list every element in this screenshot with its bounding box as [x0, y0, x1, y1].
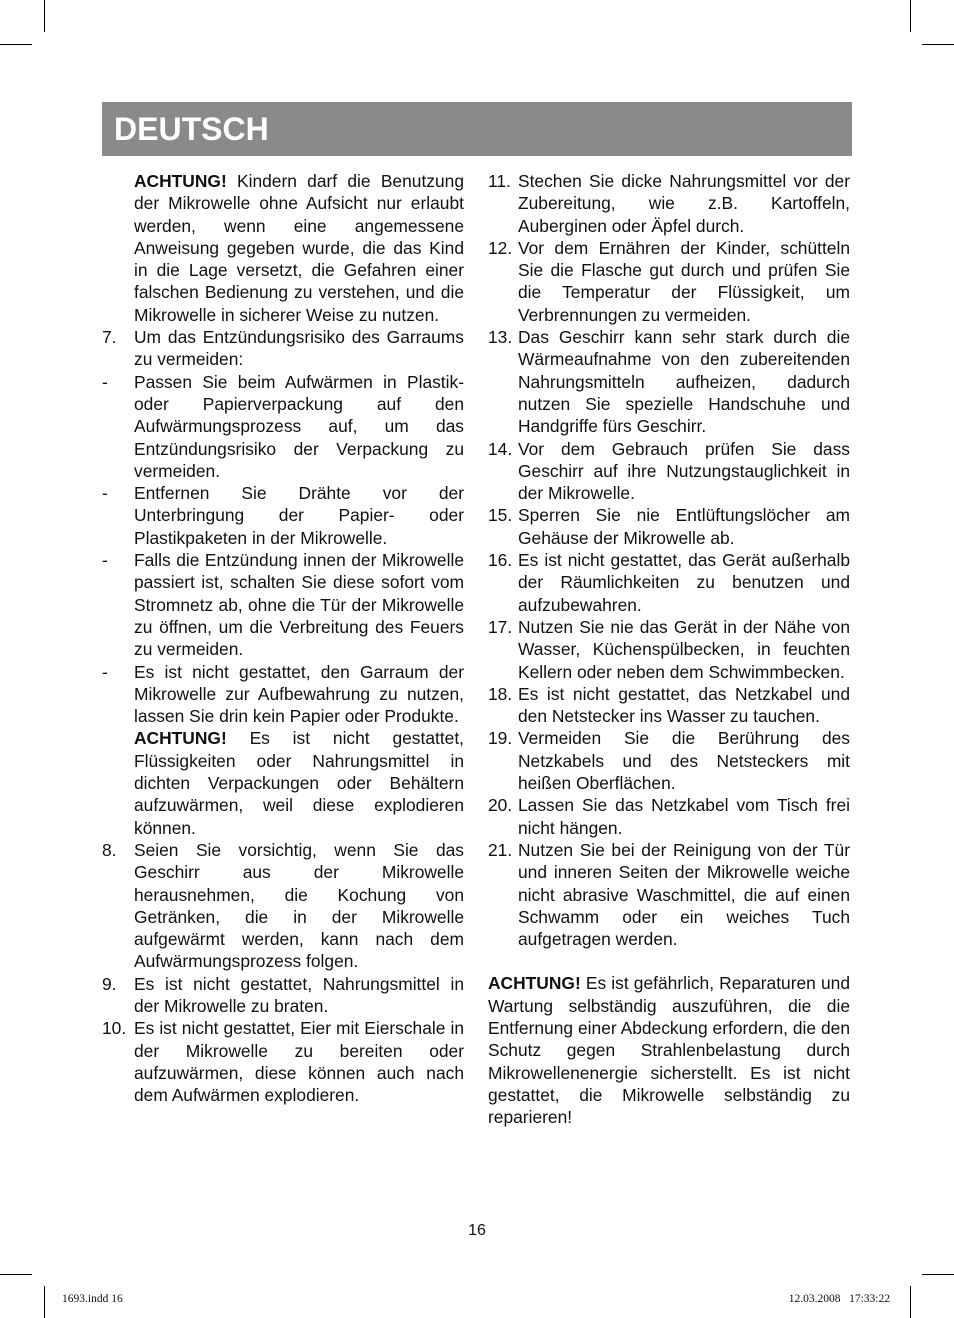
item-number: 16. — [488, 550, 513, 571]
item-number: 11. — [488, 171, 511, 191]
item-number: 14. — [488, 438, 513, 459]
item-number: 10. — [102, 1018, 127, 1039]
dash-mark: - — [102, 483, 108, 504]
list-item — [488, 839, 850, 950]
list-item — [102, 973, 464, 1018]
list-item — [488, 237, 850, 326]
item-number: 12. — [488, 237, 513, 258]
list-item — [488, 549, 850, 616]
item-text: Lassen Sie das Netzkabel vom Tisch frei nicht hängen. — [518, 795, 850, 838]
warning-label: ACHTUNG! — [134, 171, 227, 191]
item-text: Es ist nicht gestattet, den Garraum der Mikrowelle zur Aufbewahrung zu nutzen, lassen Sie drin kein Papier oder Produkte. — [134, 661, 464, 727]
crop-mark — [0, 44, 32, 45]
item-text: Entfernen Sie Drähte vor der Unterbringung der Papier- oder Plastikpaketen in der Mikrowelle. — [134, 483, 464, 548]
item-text: Das Geschirr kann sehr stark durch die Wärmeaufnahme von den zubereitenden Nahrungsmitteln aufheizen, dadurch nutzen Sie spezielle Handschuhe und Handgriffe fürs Geschirr. — [518, 327, 850, 437]
list-item — [488, 683, 850, 728]
crop-mark — [44, 0, 45, 32]
item-text: Passen Sie beim Aufwärmen in Plastik- oder Papierverpackung auf den Aufwärmungsprozess auf, um das Entzündungsrisiko der Verpackung zu vermeiden. — [134, 371, 464, 481]
repair-warning — [488, 972, 850, 1128]
page-title: DEUTSCH — [114, 111, 269, 147]
item-number: 7. — [102, 327, 117, 348]
item-text: Es ist nicht gestattet, das Netzkabel und den Netstecker ins Wasser zu tauchen. — [518, 683, 850, 727]
list-item — [488, 616, 850, 683]
list-item — [488, 326, 850, 437]
item-text: Um das Entzündungsrisiko des Garraums zu vermeiden: — [134, 327, 464, 370]
crop-mark — [910, 0, 911, 32]
item-text: Nutzen Sie bei der Reinigung von der Tür und inneren Seiten der Mikrowelle weiche nicht abrasive Waschmittel, die auf einen Schwamm oder ein weiches Tuch aufgetragen werden. — [518, 839, 850, 950]
crop-mark — [0, 1274, 32, 1275]
item-text: Vor dem Gebrauch prüfen Sie dass Geschirr auf ihre Nutzungstauglichkeit in der Mikrowelle. — [518, 438, 850, 504]
crop-mark — [922, 1274, 954, 1275]
item-number: 13. — [488, 327, 513, 348]
list-item — [102, 839, 464, 973]
item-text: Vor dem Ernähren der Kinder, schütteln Sie die Flasche gut durch und prüfen Sie die Temperatur der Flüssigkeit, um Verbrennungen zu vermeiden. — [518, 237, 850, 325]
print-slug-file: 1693.indd 16 — [62, 1293, 123, 1305]
dash-item — [102, 661, 464, 728]
item-text: Es ist nicht gestattet, Nahrungsmittel in der Mikrowelle zu braten. — [134, 973, 464, 1016]
warning-text: Kindern darf die Benutzung der Mikrowelle ohne Aufsicht nur erlaubt werden, wenn eine angemessene Anweisung gegeben wurde, die das Kind in die Lage versetzt, die Gefahren einer falschen Bedienung zu verstehen, und die Mikrowelle in sicherer Weise zu nutzen. — [134, 171, 464, 325]
item-number: 15. — [488, 505, 513, 526]
item-number: 17. — [488, 616, 513, 637]
dash-item — [102, 482, 464, 549]
list-item — [488, 438, 850, 505]
page-number: 16 — [468, 1222, 486, 1239]
list-item — [488, 504, 850, 549]
warning-label: ACHTUNG! — [488, 973, 581, 994]
crop-mark — [910, 1286, 911, 1318]
dash-mark: - — [102, 661, 108, 682]
list-item — [102, 326, 464, 371]
dash-item — [102, 549, 464, 660]
item-text: Stechen Sie dicke Nahrungsmittel vor der Zubereitung, wie z.B. Kartoffeln, Auberginen oder Äpfel durch. — [518, 171, 850, 236]
dash-mark: - — [102, 371, 108, 392]
print-slug-date: 12.03.2008 17:33:22 — [788, 1293, 890, 1305]
item-number: 9. — [102, 973, 117, 994]
section-header — [102, 102, 852, 156]
dash-mark: - — [102, 550, 108, 571]
warning-text: Es ist nicht gestattet, Flüssigkeiten oder Nahrungsmittel in dichten Verpackungen oder Behältern aufzuwärmen, weil diese explodieren können. — [134, 728, 464, 838]
item-number: 8. — [102, 839, 117, 860]
item-text: Seien Sie vorsichtig, wenn Sie das Geschirr aus der Mikrowelle herausnehmen, die Kochung von Getränken, die in der Mikrowelle aufgewärmt werden, kann nach dem Aufwärmungsprozess folgen. — [134, 839, 464, 972]
mid-warning — [102, 727, 464, 838]
warning-label: ACHTUNG! — [134, 728, 227, 749]
item-text: Vermeiden Sie die Berührung des Netzkabels und des Netsteckers mit heißen Oberflächen. — [518, 728, 850, 794]
item-number: 19. — [488, 728, 513, 749]
list-item — [488, 727, 850, 794]
dash-item — [102, 371, 464, 482]
item-number: 20. — [488, 795, 513, 816]
list-item — [488, 794, 850, 839]
item-text: Es ist nicht gestattet, das Gerät außerhalb der Räumlichkeiten zu benutzen und aufzubewahren. — [518, 550, 850, 615]
item-number: 21. — [488, 839, 513, 860]
crop-mark — [44, 1286, 45, 1318]
item-text: Es ist nicht gestattet, Eier mit Eierschale in der Mikrowelle zu bereiten oder aufzuwärmen, diese können auch nach dem Aufwärmen explodieren. — [134, 1018, 464, 1106]
right-column — [488, 170, 850, 1128]
list-item — [102, 1017, 464, 1106]
item-text: Falls die Entzündung innen der Mikrowelle passiert ist, schalten Sie diese sofort vom Stromnetz ab, ohne die Tür der Mikrowelle zu öffnen, um die Verbreitung des Feuers zu vermeiden. — [134, 550, 464, 660]
warning-text: Es ist gefährlich, Reparaturen und Wartung selbständig auszuführen, die die Entfernung einer Abdeckung erfordern, die den Schutz gegen Strahlenbelastung durch Mikrowellenenergie sicherstellt. Es ist nicht gestattet, die Mikrowelle selbständig zu reparieren! — [488, 973, 850, 1128]
crop-mark — [922, 44, 954, 45]
left-column — [102, 170, 464, 1106]
item-text: Sperren Sie nie Entlüftungslöcher am Gehäuse der Mikrowelle ab. — [518, 505, 850, 548]
intro-warning — [102, 170, 464, 326]
list-item — [488, 170, 850, 237]
item-number: 18. — [488, 683, 513, 704]
item-text: Nutzen Sie nie das Gerät in der Nähe von Wasser, Küchenspülbecken, in feuchten Kellern oder neben dem Schwimmbecken. — [518, 616, 850, 682]
